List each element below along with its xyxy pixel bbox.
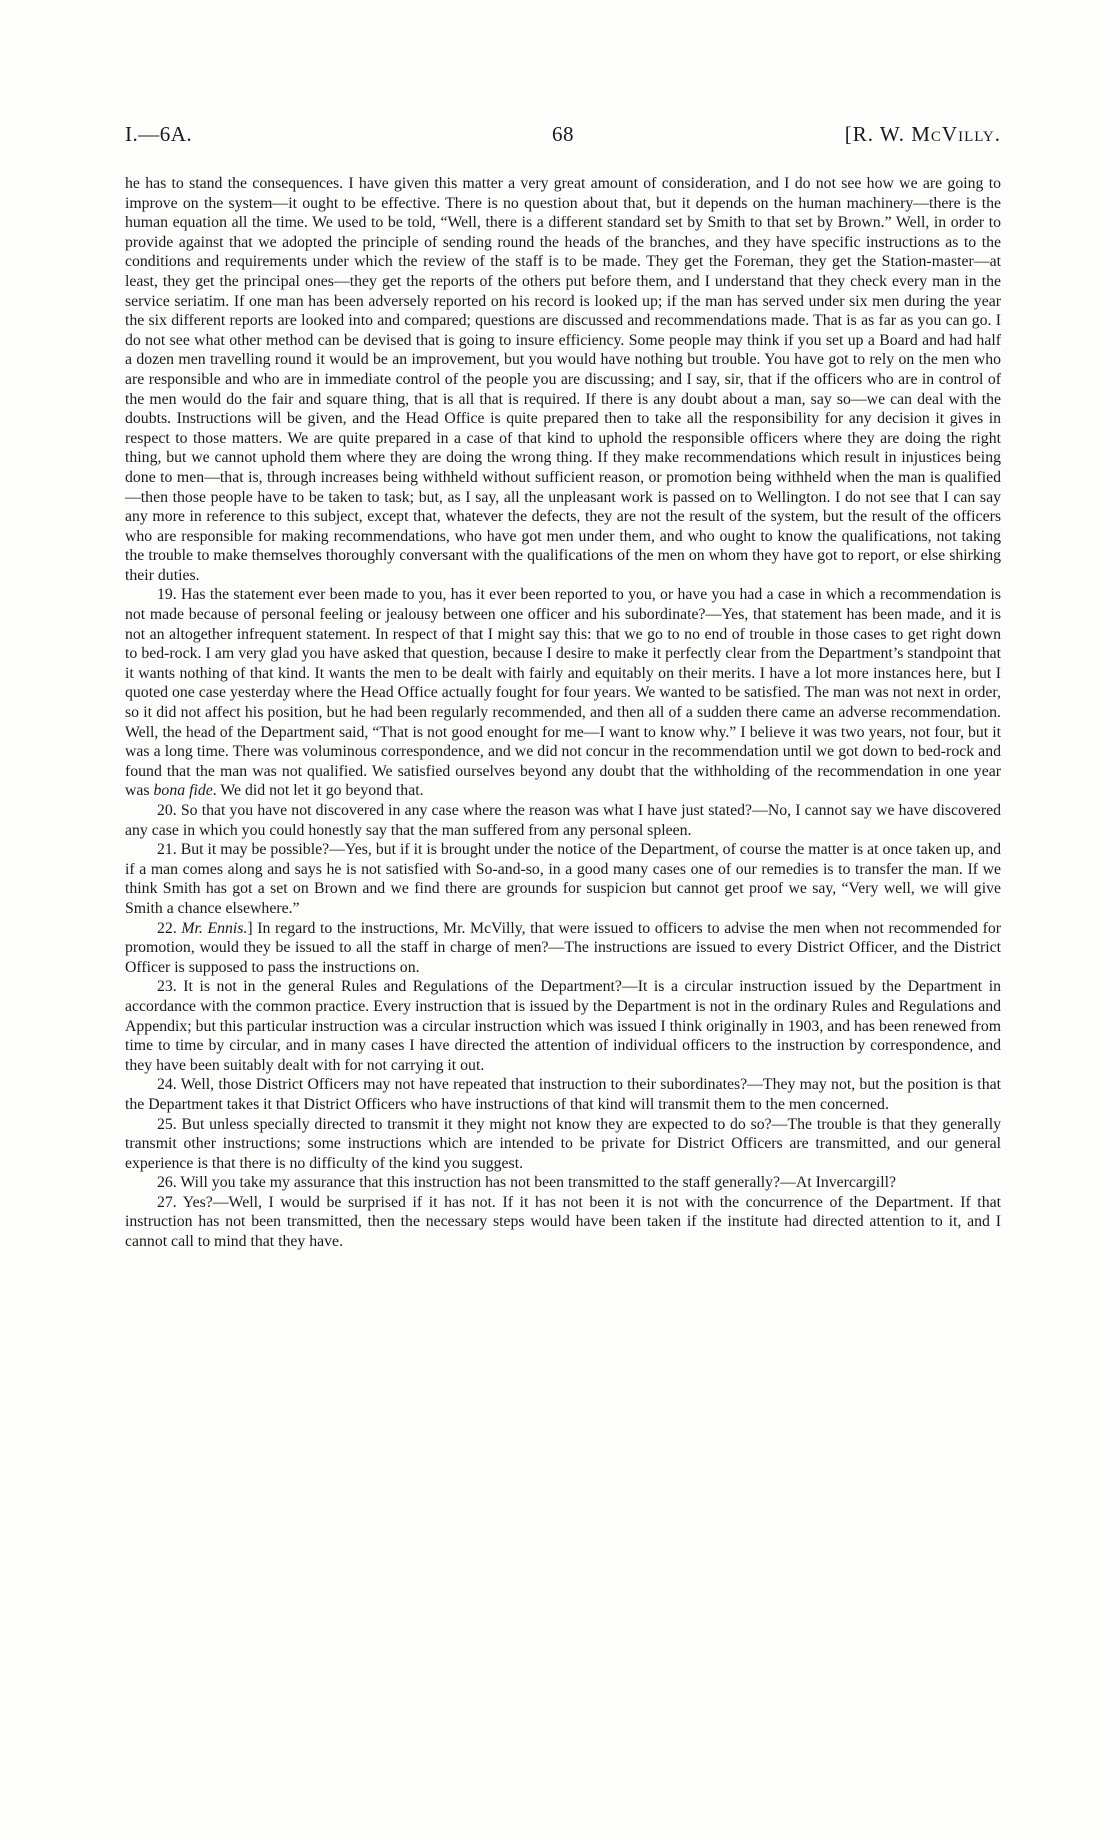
paper-reference: I.—6A. [125,122,193,146]
question-22-number: 22. [157,919,177,937]
question-22-text: ] In regard to the instructions, Mr. McVilly, that were issued to officers to advise the men when not recommended for promotion, would they be issued to all the staff in charge of men?—The instructions are issued to every District Officer, and the District Officer is supposed to pass the instructions on. [125,919,1001,976]
question-19-end: . We did not let it go beyond that. [212,782,424,800]
opening-paragraph: he has to stand the consequences. I have given this matter a very great amount of consideration, and I do not see how we are going to improve on the system—it ought to be effective. There is no question about that, but it depends on the human machinery—there is the human equation all the time. We used to be told, “Well, there is a different standard set by Smith to that set by Brown.” Well, in order to provide against that we adopted the principle of sending round the heads of the branches, and they have specific instructions as to the conditions and requirements under which the review of the staff is to be made. They get the Foreman, they get the Station-master—at least, they get the principal ones—they get the reports of the others put before them, and I understand that they check every man in the service seriatim. If one man has been adversely reported on his record is looked up; if the man has served under six men during the year the six different reports are looked into and compared; questions are discussed and recommendations made. That is as far as you can go. I do not see what other method can be devised that is going to insure efficiency. Some people may think if you set up a Board and had half a dozen men travelling round it would be an improvement, but you would have nothing but trouble. You have got to rely on the men who are responsible and who are in immediate control of the people you are discussing; and I say, sir, that if the officers who are in control of the men would do the fair and square thing, that is all that is required. If there is any doubt about a man, say so—we can deal with the doubts. Instructions will be given, and the Head Office is quite prepared then to take all the responsibility for any decision it gives in respect to those matters. We are quite prepared in a case of that kind to uphold the responsible officers where they are doing the right thing, but we cannot uphold them where they are doing the wrong thing. If they make recommendations which result in injustices being done to men—that is, through increases being withheld without sufficient reason, or promotion being withheld when the man is qualified—then those people have to be taken to task; but, as I say, all the unpleasant work is passed on to Wellington. I do not see that I can say any more in reference to this subject, except that, whatever the defects, they are not the result of the system, but the result of the officers who are responsible for making recommendations, who have got men under them, and who ought to know the qualifications, not taking the trouble to make themselves thoroughly conversant with the qualifications of the men on whom they have got to report, or else shirking their duties. [125,175,1001,584]
question-24: 24. Well, those District Officers may not have repeated that instruction to their subordinates?—They may not, but the position is that the Department takes it that District Officers who have instructions of that kind will transmit them to the men concerned. [125,1076,1001,1113]
question-19-text: 19. Has the statement ever been made to you, has it ever been reported to you, or have you had a case in which a recommendation is not made because of personal feeling or jealousy between one officer and his subordinate?—Yes, that statement has been made, and it is not an altogether infrequent statement. In respect of that I might say this: that we go to no end of trouble in those cases to get right down to bed-rock. I am very glad you have asked that question, because I desire to make it perfectly clear from the Department’s standpoint that it wants nothing of that kind. It wants the men to be dealt with fairly and equitably on their merits. I have a lot more instances here, but I quoted one case yesterday where the Head Office actually fought for four years. We wanted to be satisfied. The man was not next in order, so it did not affect his position, but he had been regularly recommended, and then all of a sudden there came an adverse recommendation. Well, the head of the Department said, “That is not good enought for me—I want to know why.” I believe it was two years, not four, but it was a long time. There was voluminous correspondence, and we did not concur in the recommendation until we got down to bed-rock and found that the man was not qualified. We satisfied ourselves beyond any doubt that the withholding of the recommendation in one year was [125,586,1001,800]
question-22-speaker: Mr. Ennis. [181,919,248,937]
page-number: 68 [552,122,574,146]
page-header [125,122,1001,152]
question-26: 26. Will you take my assurance that this instruction has not been transmitted to the staff generally?—At Invercargill? [157,1174,896,1192]
question-20: 20. So that you have not discovered in any case where the reason was what I have just stated?—No, I cannot say we have discovered any case in which you could honestly say that the man suffered from any personal spleen. [125,802,1001,839]
question-22 [125,919,1001,978]
page-body [125,174,1001,1252]
question-27: 27. Yes?—Well, I would be surprised if it has not. If it has not been it is not with the concurrence of the Department. If that instruction has not been transmitted, then the necessary steps would have been taken if the institute had directed attention to it, and I cannot call to mind that they have. [125,1193,1001,1251]
question-25: 25. But unless specially directed to transmit it they might not know they are expected to do so?—The trouble is that they generally transmit other instructions; some instructions which are intended to be private for District Officers are transmitted, and our general experience is that there is no difficulty of the kind you suggest. [125,1115,1001,1172]
question-19 [125,585,1001,801]
witness-name: [R. W. McVilly. [844,122,1001,146]
question-23: 23. It is not in the general Rules and Regulations of the Department?—It is a circular instruction issued by the Department in accordance with the common practice. Every instruction that is issued by the Department is not in the ordinary Rules and Regulations and Appendix; but this particular instruction was a circular instruction which was issued I think originally in 1903, and has been renewed from time to time by circular, and in many cases I have directed the attention of individual officers to the instruction by correspondence, and they have been suitably dealt with for not carrying it out. [125,978,1001,1074]
bona-fide-phrase: bona fide [153,782,213,800]
question-21: 21. But it may be possible?—Yes, but if it is brought under the notice of the Department, of course the matter is at once taken up, and if a man comes along and says he is not satisfied with So-and-so, in a good many cases one of our remedies is to transfer the man. If we think Smith has got a set on Brown and we find there are grounds for suspicion but cannot get proof we say, “Very well, we will give Smith a chance elsewhere.” [125,841,1001,917]
